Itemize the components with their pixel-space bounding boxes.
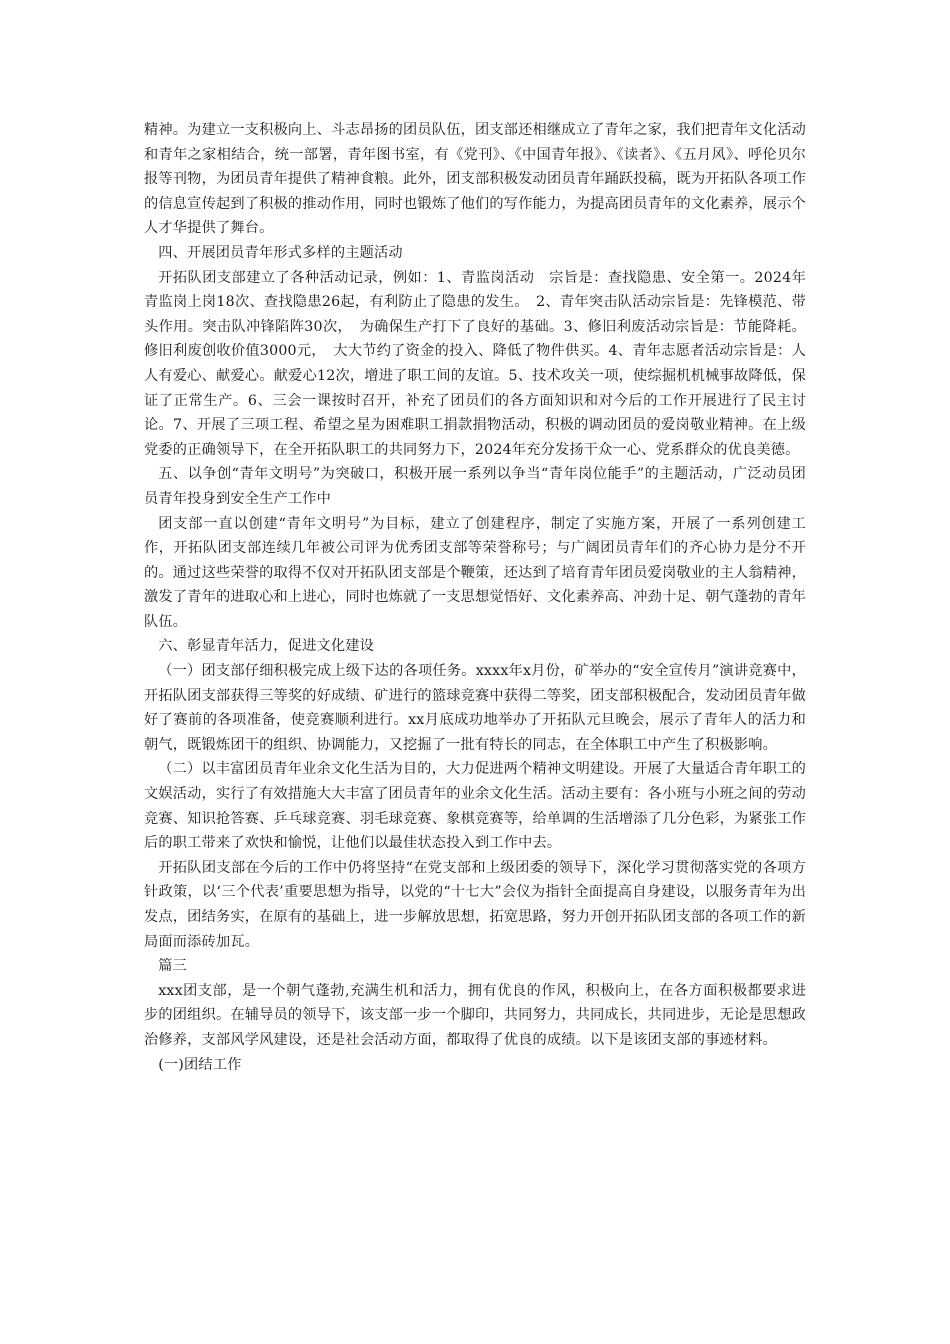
- paragraph-subsection-2: （二）以丰富团员青年业余文化生活为目的，大力促进两个精神文明建设。开展了大量适合青年职工的文娱活动，实行了有效措施大大丰富了团员青年的业余文化生活。活动主要有：各小班与小班之间的劳动竞赛、知识抢答赛、乒乓球竞赛、羽毛球竞赛、象棋竞赛等，给单调的生活增添了几分色彩，为紧张工作后的职工带来了欢快和愉悦，让他们以最佳状态投入到工作中去。: [144, 761, 806, 852]
- paragraph-activities: 开拓队团支部建立了各种活动记录，例如：1、青监岗活动 宗旨是：查找隐患、安全第一。2024年青监岗上岗18次、查找隐患26起，有利防止了隐患的发生。 2、青年突击队活动宗旨是：先锋模范、带头作用。突击队冲锋陷阵30次， 为确保生产打下了良好的基础。3、修旧利废活动宗旨是：节能降耗。修旧利废创收价值3000元， 大大节约了资金的投入、降低了物件供买。4、青年志愿者活动宗旨是：人人有爱心、献爱心。献爱心12次，增进了职工间的友谊。5、技术攻关一项，使综掘机机械事故降低，保证了正常生产。6、三会一课按时召开，补充了团员们的各方面知识和对今后的工作开展进行了民主讨论。7、开展了三项工程、希望之星为困难职工捐款捐物活动，积极的调动团员的爱岗敬业精神。在上级党委的正确领导下，在全开拓队职工的共同努力下，2024年充分发扬干众一心、党系群众的优良美德。: [144, 269, 806, 458]
- section-heading-5: 五、以争创“青年文明号”为突破口，积极开展一系列以争当“青年岗位能手”的主题活动，广泛动员团员青年投身到安全生产工作中: [144, 466, 806, 507]
- document-page: [144, 118, 806, 1077]
- paragraph-intro: xxx团支部，是一个朝气蓬勃,充满生机和活力，拥有优良的作风，积极向上，在各方面积极都要求进步的团组织。在辅导员的领导下，该支部一步一个脚印，共同努力，共同成长，共同进步，无论是思想政治修养，支部风学风建设，还是社会活动方面，都取得了优良的成绩。以下是该团支部的事迹材料。: [144, 982, 806, 1048]
- paragraph-subsection-1: （一）团支部仔细积极完成上级下达的各项任务。xxxx年x月份，矿举办的“安全宣传月”演讲竞赛中，开拓队团支部获得三等奖的好成绩、矿进行的篮球竞赛中获得二等奖，团支部积极配合，发动团员青年做好了赛前的各项准备，使竞赛顺利进行。xx月底成功地举办了开拓队元旦晚会，展示了青年人的活力和朝气，既锻炼团干的组织、协调能力，又挖掘了一批有特长的同志，在全体职工中产生了积极影响。: [144, 663, 806, 753]
- paragraph-civilization: 团支部一直以创建“青年文明号”为目标，建立了创建程序，制定了实施方案，开展了一系列创建工作，开拓队团支部连续几年被公司评为优秀团支部等荣誉称号；与广阔团员青年们的齐心协力是分不开的。通过这些荣誉的取得不仅对开拓队团支部是个鞭策，还达到了培育青年团员爱岗敬业的主人翁精神，激发了青年的进取心和上进心，同时也炼就了一支思想觉悟好、文化素养高、冲劲十足、朝气蓬勃的青年队伍。: [144, 515, 806, 630]
- section-heading-6: 六、彰显青年活力，促进文化建设: [158, 638, 375, 655]
- chapter-heading: 篇三: [158, 958, 187, 975]
- paragraph-continuation: 精神。为建立一支积极向上、斗志昂扬的团员队伍，团支部还相继成立了青年之家，我们把青年文化活动和青年之家相结合，统一部署，青年图书室，有《党刊》、《中国青年报》、《读者》、《五月风》、呼伦贝尔报等刊物，为团员青年提供了精神食粮。此外，团支部积极发动团员青年踊跃投稿，既为开拓队各项工作的信息宣传起到了积极的推动作用，同时也锻炼了他们的写作能力，为提高团员青年的文化素养，展示个人才华提供了舞台。: [144, 122, 806, 237]
- paragraph-conclusion: 开拓队团支部在今后的工作中仍将坚持“在党支部和上级团委的领导下，深化学习贯彻落实党的各项方针政策，以‘三个代表’重要思想为指导，以党的“十七大”会仪为指针全面提高自身建设，以服务青年为出发点，团结务实，在原有的基础上，进一步解放思想，拓宽思路，努力开创开拓队团支部的各项工作的新局面而添砖加瓦。: [144, 859, 806, 950]
- section-heading-4: 四、开展团员青年形式多样的主题活动: [158, 244, 403, 261]
- subsection-heading-unity: (一)团结工作: [158, 1056, 242, 1073]
